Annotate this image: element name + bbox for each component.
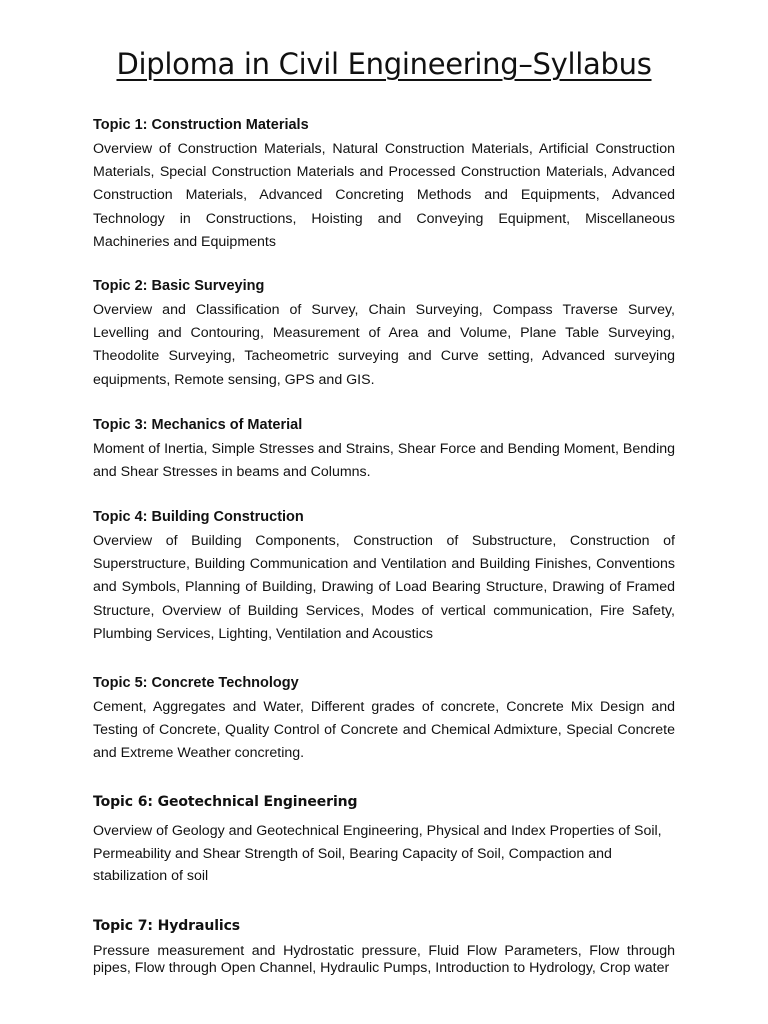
topic-section-1	[93, 115, 675, 254]
topic-section-5	[93, 673, 675, 766]
topic-heading: Topic 6: Geotechnical Engineering	[93, 794, 358, 810]
topic-heading: Topic 5: Concrete Technology	[93, 675, 299, 691]
topic-description: Overview and Classification of Survey, Chain Surveying, Compass Traverse Survey, Levelling and Contouring, Measurement of Area and Volume, Plane Table Surveying, Theodolite Surveying, Tacheometric surveying and Curve setting, Advanced surveying equipments, Remote sensing, GPS and GIS.	[93, 302, 675, 388]
topic-heading: Topic 7: Hydraulics	[93, 918, 241, 934]
topic-section-7	[93, 916, 675, 977]
topic-section-4	[93, 507, 675, 646]
topic-section-3	[93, 415, 675, 484]
topic-description: Pressure measurement and Hydrostatic pressure, Fluid Flow Parameters, Flow through pipes, Flow through Open Channel, Hydraulic Pumps, Introduction to Hydrology, Crop water	[93, 943, 675, 976]
topic-heading: Topic 4: Building Construction	[93, 509, 304, 525]
topic-section-2	[93, 276, 675, 392]
topic-section-6	[93, 792, 675, 888]
topic-description: Overview of Geology and Geotechnical Engineering, Physical and Index Properties of Soil, Permeability and Shear Strength of Soil, Bearing Capacity of Soil, Compaction and stabilization of soil	[93, 823, 662, 885]
topic-heading: Topic 2: Basic Surveying	[93, 278, 265, 294]
topic-description: Cement, Aggregates and Water, Different grades of concrete, Concrete Mix Design and Testing of Concrete, Quality Control of Concrete and Chemical Admixture, Special Concrete and Extreme Weather concreting.	[93, 699, 675, 762]
page-title-text: Diploma in Civil Engineering–Syllabus	[116, 47, 652, 81]
topic-description: Overview of Construction Materials, Natural Construction Materials, Artificial Construction Materials, Special Construction Materials and Processed Construction Materials, Advanced Construction Materials, Advanced Concreting Methods and Equipments, Advanced Technology in Constructions, Hoisting and Conveying Equipment, Miscellaneous Machineries and Equipments	[93, 141, 675, 250]
topic-description: Moment of Inertia, Simple Stresses and Strains, Shear Force and Bending Moment, Bending and Shear Stresses in beams and Columns.	[93, 441, 675, 481]
topic-description: Overview of Building Components, Construction of Substructure, Construction of Superstructure, Building Communication and Ventilation and Building Finishes, Conventions and Symbols, Planning of Building, Drawing of Load Bearing Structure, Drawing of Framed Structure, Overview of Building Services, Modes of vertical communication, Fire Safety, Plumbing Services, Lighting, Ventilation and Acoustics	[93, 533, 675, 642]
page-title	[0, 44, 768, 84]
topic-heading: Topic 1: Construction Materials	[93, 117, 309, 133]
topic-heading: Topic 3: Mechanics of Material	[93, 417, 303, 433]
